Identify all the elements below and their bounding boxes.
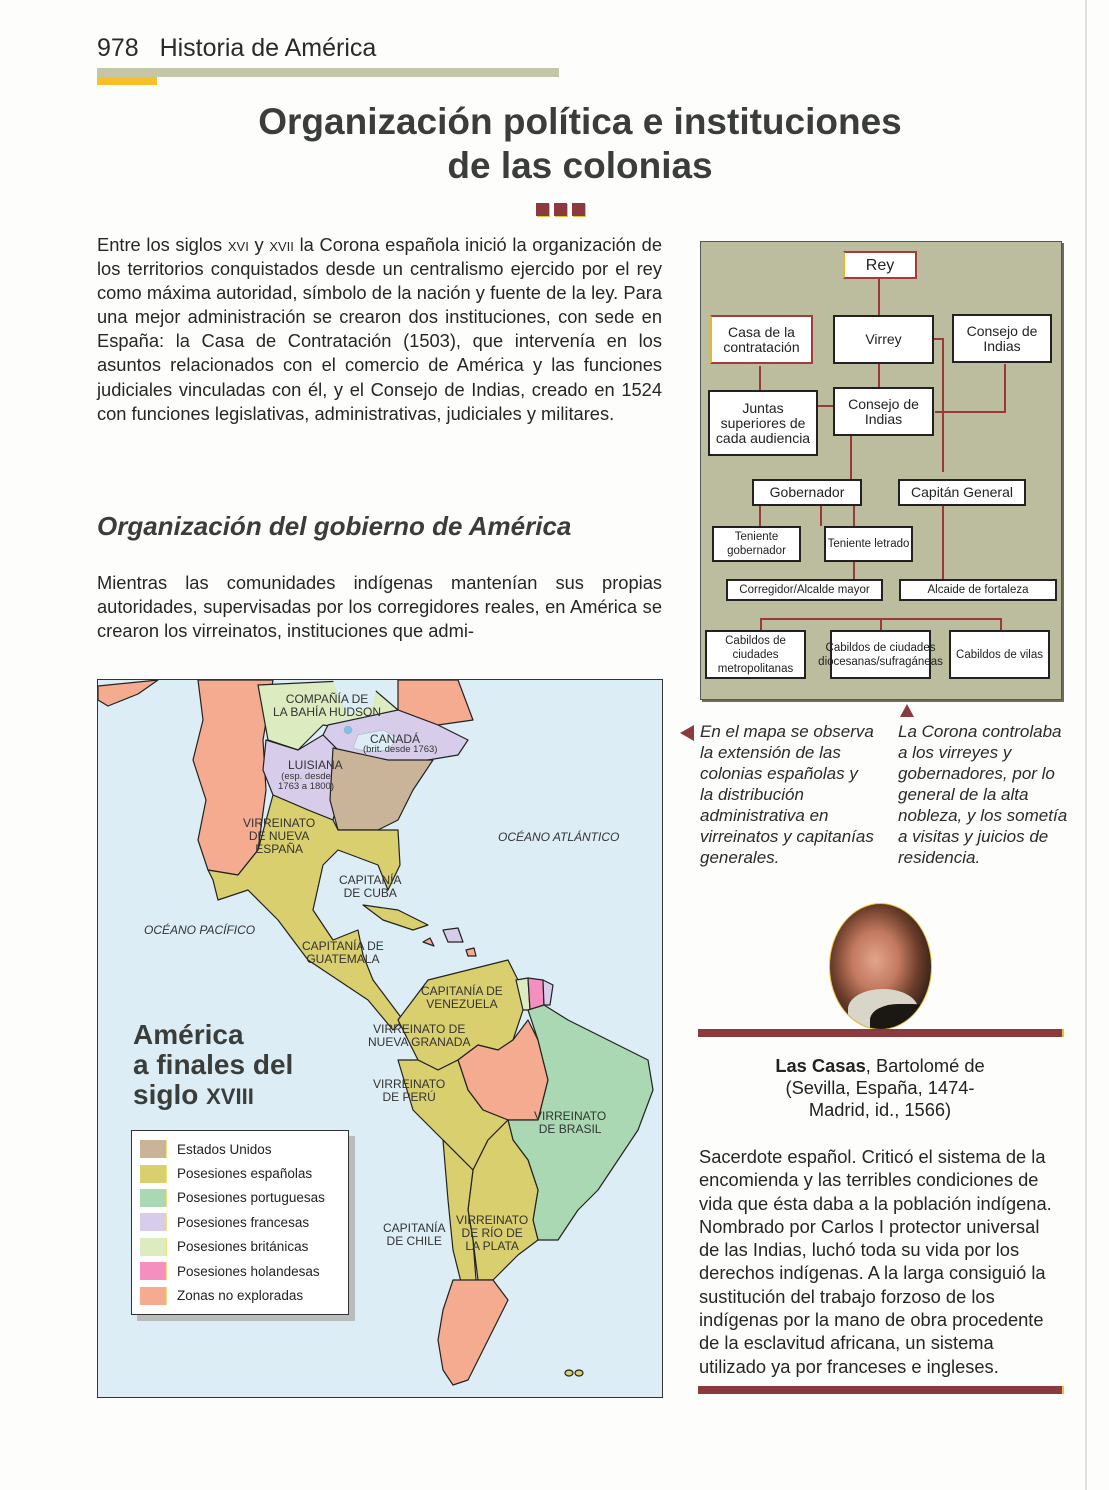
legend-swatch xyxy=(140,1287,167,1305)
label-hudson: COMPAÑÍA DE LA BAHÍA HUDSON xyxy=(273,692,382,719)
node-capitan-general: Capitán General xyxy=(898,479,1026,506)
legend-item xyxy=(140,1137,348,1161)
century-xvii: xvii xyxy=(269,234,294,255)
legend-swatch xyxy=(140,1238,167,1256)
region-hispaniola xyxy=(443,928,463,942)
title-line-2: de las colonias xyxy=(447,145,713,186)
bio-dates-1: (Sevilla, España, 1474- xyxy=(785,1077,975,1098)
node-gobernador: Gobernador xyxy=(752,479,862,506)
region-falklands-2 xyxy=(575,1370,583,1376)
portrait-las-casas xyxy=(829,903,932,1030)
legend-label: Posesiones españolas xyxy=(177,1166,313,1182)
bio-surname: Las Casas xyxy=(775,1055,866,1076)
legend-label: Estados Unidos xyxy=(177,1141,272,1157)
map-title-line-3 xyxy=(133,1080,293,1112)
legend-label: Posesiones holandesas xyxy=(177,1263,320,1279)
region-guiana-french xyxy=(543,980,553,1005)
header-rule xyxy=(97,68,559,77)
legend-label: Posesiones portuguesas xyxy=(177,1190,325,1206)
region-united-states xyxy=(330,748,433,830)
label-peru: VIRREINATO DE PERÚ xyxy=(373,1077,446,1104)
legend-swatch xyxy=(140,1262,167,1280)
title-line-1: Organización política e instituciones xyxy=(258,101,902,142)
map-legend xyxy=(131,1130,349,1315)
ornament-square xyxy=(572,203,585,216)
map-title-siglo: siglo xyxy=(133,1079,199,1110)
map-caption: En el mapa se observa la extensión de las colonias españolas y la distribución administrativa en virreinatos y capitanías generales. xyxy=(700,722,874,867)
running-head xyxy=(97,34,376,63)
title-ornament xyxy=(536,203,585,216)
node-alcaide-fortaleza: Alcaide de fortaleza xyxy=(899,579,1057,601)
map-title-line-1: América xyxy=(133,1019,244,1050)
region-island xyxy=(423,938,434,946)
node-rey: Rey xyxy=(843,251,917,279)
intro-paragraph xyxy=(97,233,662,426)
node-virrey: Virrey xyxy=(833,315,934,364)
label-nueva-espana: VIRREINATO DE NUEVA ESPAÑA xyxy=(243,816,316,856)
node-juntas-superiores: Juntas superiores de cada audiencia xyxy=(708,390,818,456)
legend-swatch xyxy=(140,1213,167,1231)
running-title: Historia de América xyxy=(159,34,377,62)
ornament-square xyxy=(554,203,567,216)
region-falklands xyxy=(565,1370,573,1376)
legend-label: Posesiones británicas xyxy=(177,1239,309,1255)
intro-text: y xyxy=(248,234,270,255)
label-atlantic-ocean: OCÉANO ATLÁNTICO xyxy=(498,830,620,844)
legend-swatch xyxy=(140,1189,167,1207)
label-guatemala: CAPITANÍA DE GUATEMALA xyxy=(302,939,384,966)
header-accent xyxy=(97,77,157,85)
legend-label: Zonas no exploradas xyxy=(177,1288,304,1304)
legend-item xyxy=(140,1235,348,1259)
connector xyxy=(935,364,1005,412)
node-cabildos-metropolitanas: Cabildos de ciudades metropolitanas xyxy=(705,630,806,679)
region-alaska xyxy=(98,680,158,706)
map-title-century: XVIII xyxy=(206,1084,254,1109)
node-teniente-gobernador: Teniente gobernador xyxy=(712,526,801,562)
label-rio-plata: VIRREINATO DE RÍO DE LA PLATA xyxy=(456,1213,529,1253)
node-corregidor: Corregidor/Alcalde mayor xyxy=(726,579,883,601)
label-nueva-granada: VIRREINATO DE NUEVA GRANADA xyxy=(368,1022,471,1049)
arrow-left-icon xyxy=(680,725,694,741)
label-luisiana: LUISIANA xyxy=(288,758,343,772)
page-edge xyxy=(1085,0,1087,1490)
map-title xyxy=(133,1020,293,1112)
section-paragraph: Mientras las comunidades indígenas mantenían sus propias autoridades, supervisadas por los corregidores reales, en América se crearon los virreinatos, instituciones que admi- xyxy=(97,572,662,642)
section-heading: Organización del gobierno de América xyxy=(97,511,572,541)
label-pacific-ocean: OCÉANO PACÍFICO xyxy=(144,923,256,937)
label-canada-note: (brit. desde 1763) xyxy=(363,744,438,755)
lake xyxy=(344,726,352,734)
legend-label: Posesiones francesas xyxy=(177,1214,310,1230)
bio-name xyxy=(700,1055,1060,1121)
bio-rule-bottom xyxy=(698,1386,1064,1394)
page-title xyxy=(180,100,980,188)
label-brasil: VIRREINATO DE BRASIL xyxy=(534,1109,607,1136)
arrow-up-icon xyxy=(900,704,914,717)
bio-dates-2: Madrid, id., 1566) xyxy=(808,1099,952,1120)
node-consejo-indias-top: Consejo de Indias xyxy=(952,314,1052,363)
map-title-line-2: a finales del xyxy=(133,1049,294,1080)
legend-item xyxy=(140,1186,348,1210)
node-cabildos-vilas: Cabildos de vilas xyxy=(949,630,1050,679)
ornament-square xyxy=(536,203,549,216)
node-casa-contratacion: Casa de la contratación xyxy=(710,315,813,364)
label-cuba: CAPITANÍA DE CUBA xyxy=(339,873,402,900)
page-number: 978 xyxy=(97,34,139,62)
intro-text: Entre los siglos xyxy=(97,234,228,255)
chart-caption: La Corona controlaba a los virreyes y gobernadores, por lo general de la alta nobleza, y los sometía a visitas y juicios de residencia. xyxy=(898,722,1068,867)
intro-text: la Corona española inició la organización de los territorios conquistados desde un centralismo ejercido por el rey como máxima autoridad, símbolo de la nación y fuente de la ley. Para una mejor administración se crearon dos instituciones, con sede en España: la Casa de Contratación (1503), que intervenía en los asuntos relacionados con el comercio de América y las funciones judiciales vinculadas con él, y el Consejo de Indias, creado en 1524 con funciones legislativas, administrativas, judiciales y militares. xyxy=(97,234,662,424)
node-cabildos-diocesanas: Cabildos de ciudades diocesanas/sufragáneas xyxy=(830,630,931,679)
node-consejo-indias-mid: Consejo de Indias xyxy=(833,387,934,436)
label-luisiana-note: (esp. desde 1763 a 1800) xyxy=(278,771,334,792)
region-patagonia xyxy=(438,1280,508,1385)
legend-item xyxy=(140,1210,348,1234)
node-teniente-letrado: Teniente letrado xyxy=(824,526,913,562)
label-chile: CAPITANÍA DE CHILE xyxy=(383,1221,446,1248)
portrait-robe xyxy=(870,1004,932,1030)
legend-item xyxy=(140,1283,348,1307)
bio-rule-top xyxy=(698,1029,1064,1037)
legend-swatch xyxy=(140,1165,167,1183)
region-island-2 xyxy=(466,948,476,956)
org-chart xyxy=(700,241,1062,700)
legend-item xyxy=(140,1161,348,1185)
bio-text: Sacerdote español. Criticó el sistema de la encomienda y las terribles condiciones de vida que ésta daba a la población indígena. Nombrado por Carlos I protector universal de las Indias, luchó toda su vida por los derechos indígenas. A la larga consiguió la sustitución del trabajo forzoso de los indígenas por la mano de obra procedente de la esclavitud africana, un sistema utilizado ya por franceses e ingleses. xyxy=(699,1146,1052,1377)
map-america xyxy=(97,679,663,1398)
label-venezuela: CAPITANÍA DE VENEZUELA xyxy=(421,984,503,1011)
connector xyxy=(934,339,943,472)
century-xvi: xvi xyxy=(227,234,249,255)
bio-given-name: , Bartolomé de xyxy=(865,1055,985,1076)
legend-item xyxy=(140,1259,348,1283)
legend-swatch xyxy=(140,1140,167,1158)
label-canada: CANADÁ xyxy=(370,732,421,746)
region-cuba xyxy=(363,905,428,930)
